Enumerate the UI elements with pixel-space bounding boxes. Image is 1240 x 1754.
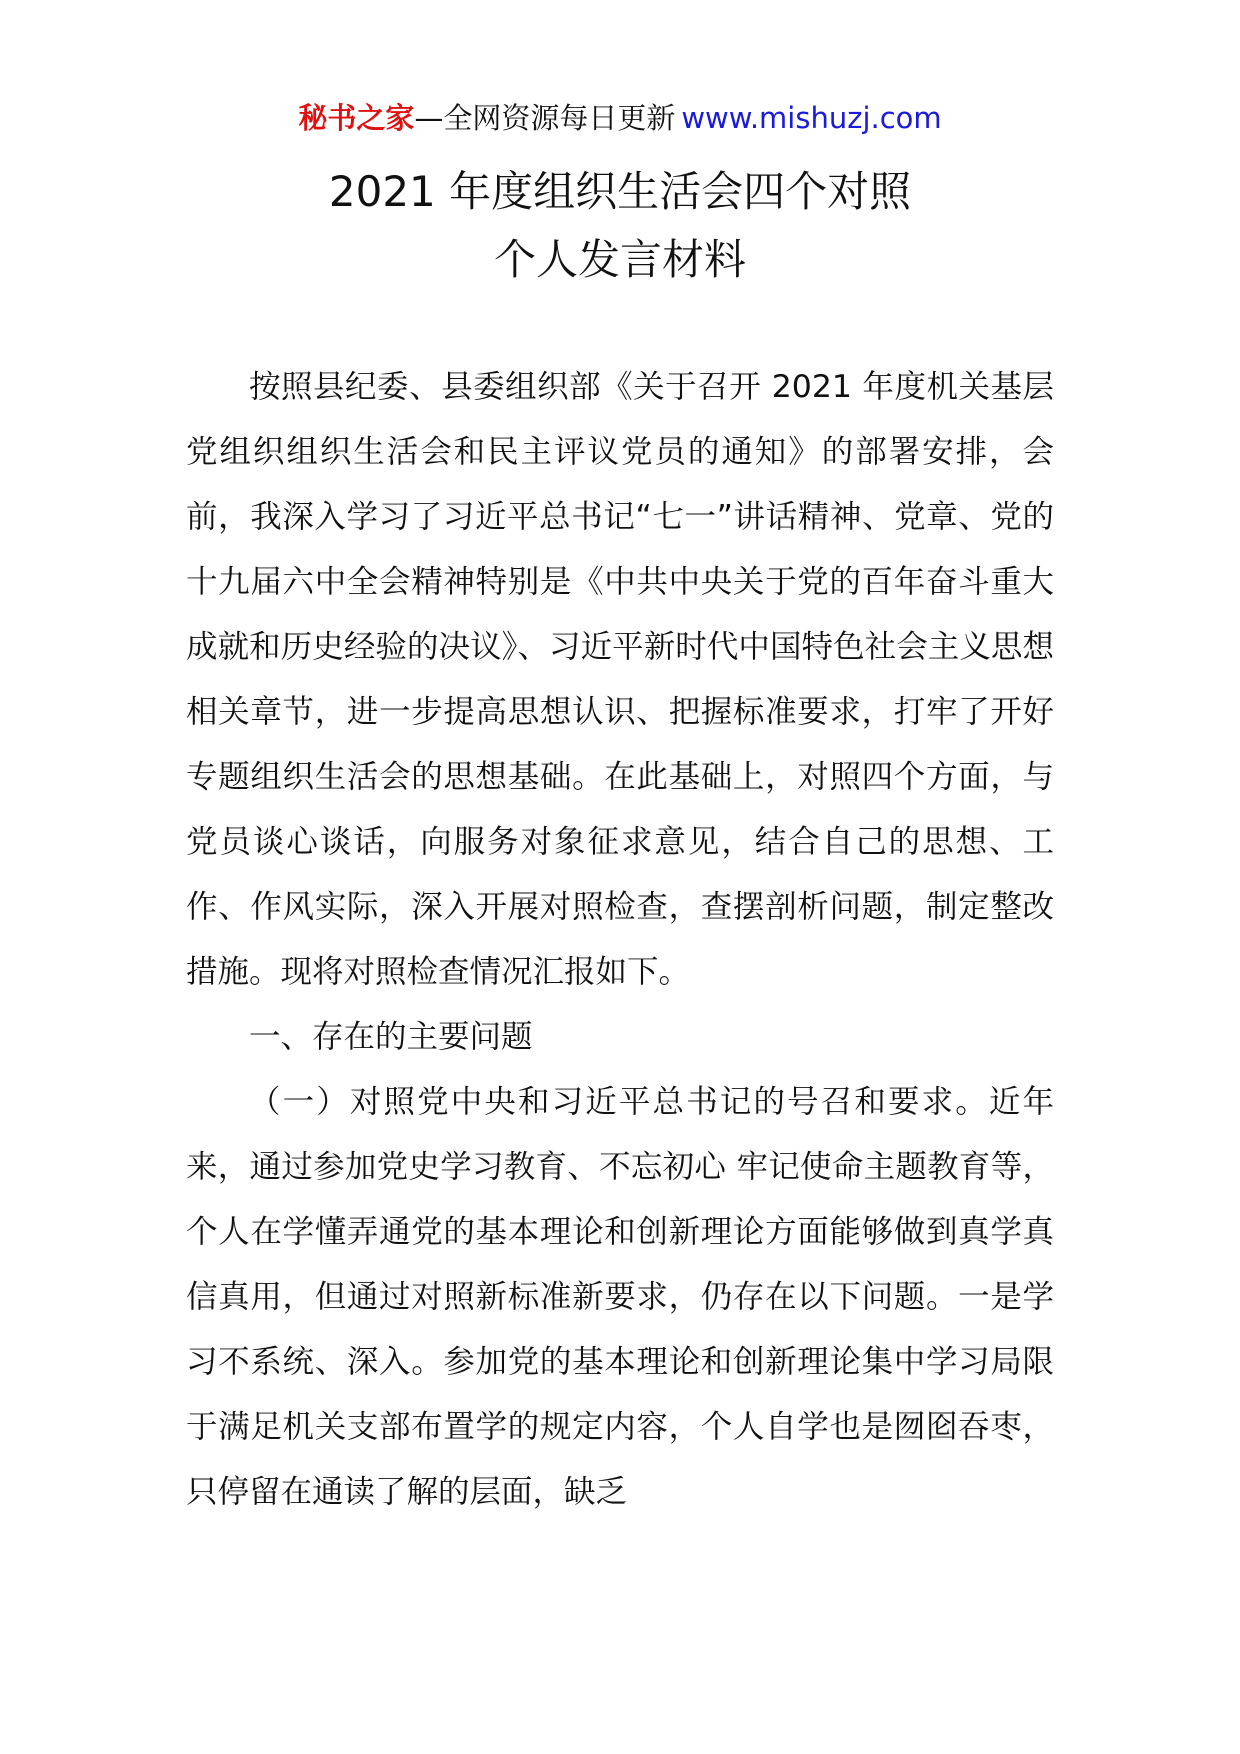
site-header [0,98,1240,138]
document-body [186,355,1054,1525]
intro-paragraph: 按照县纪委、县委组织部《关于召开 2021 年度机关基层党组织组织生活会和民主评议党员的通知》的部署安排，会前，我深入学习了习近平总书记“七一”讲话精神、党章、党的十九届六中全会精神特别是《中共中央关于党的百年奋斗重大成就和历史经验的决议》、习近平新时代中国特色社会主义思想相关章节，进一步提高思想认识、把握标准要求，打牢了开好专题组织生活会的思想基础。在此基础上，对照四个方面，与党员谈心谈话，向服务对象征求意见，结合自己的思想、工作、作风实际，深入开展对照检查，查摆剖析问题，制定整改措施。现将对照检查情况汇报如下。 [186,369,1054,990]
section-heading: 一、存在的主要问题 [249,1019,533,1055]
document-title-line1: 2021 年度组织生活会四个对照 [328,167,912,216]
website-url: www.mishuzj.com [681,101,942,135]
document-title-line2: 个人发言材料 [493,235,746,284]
brand-name: 秘书之家 [298,101,415,135]
section-paragraph: （一）对照党中央和习近平总书记的号召和要求。近年来，通过参加党史学习教育、不忘初心 牢记使命主题教育等，个人在学懂弄通党的基本理论和创新理论方面能够做到真学真信真用，但通过对照新标准新要求，仍存在以下问题。一是学习不系统、深入。参加党的基本理论和创新理论集中学习局限于满足机关支部布置学的规定内容，个人自学也是囫囵吞枣，只停留在通读了解的层面，缺乏 [186,1084,1054,1510]
header-tagline: —全网资源每日更新 [414,101,676,135]
